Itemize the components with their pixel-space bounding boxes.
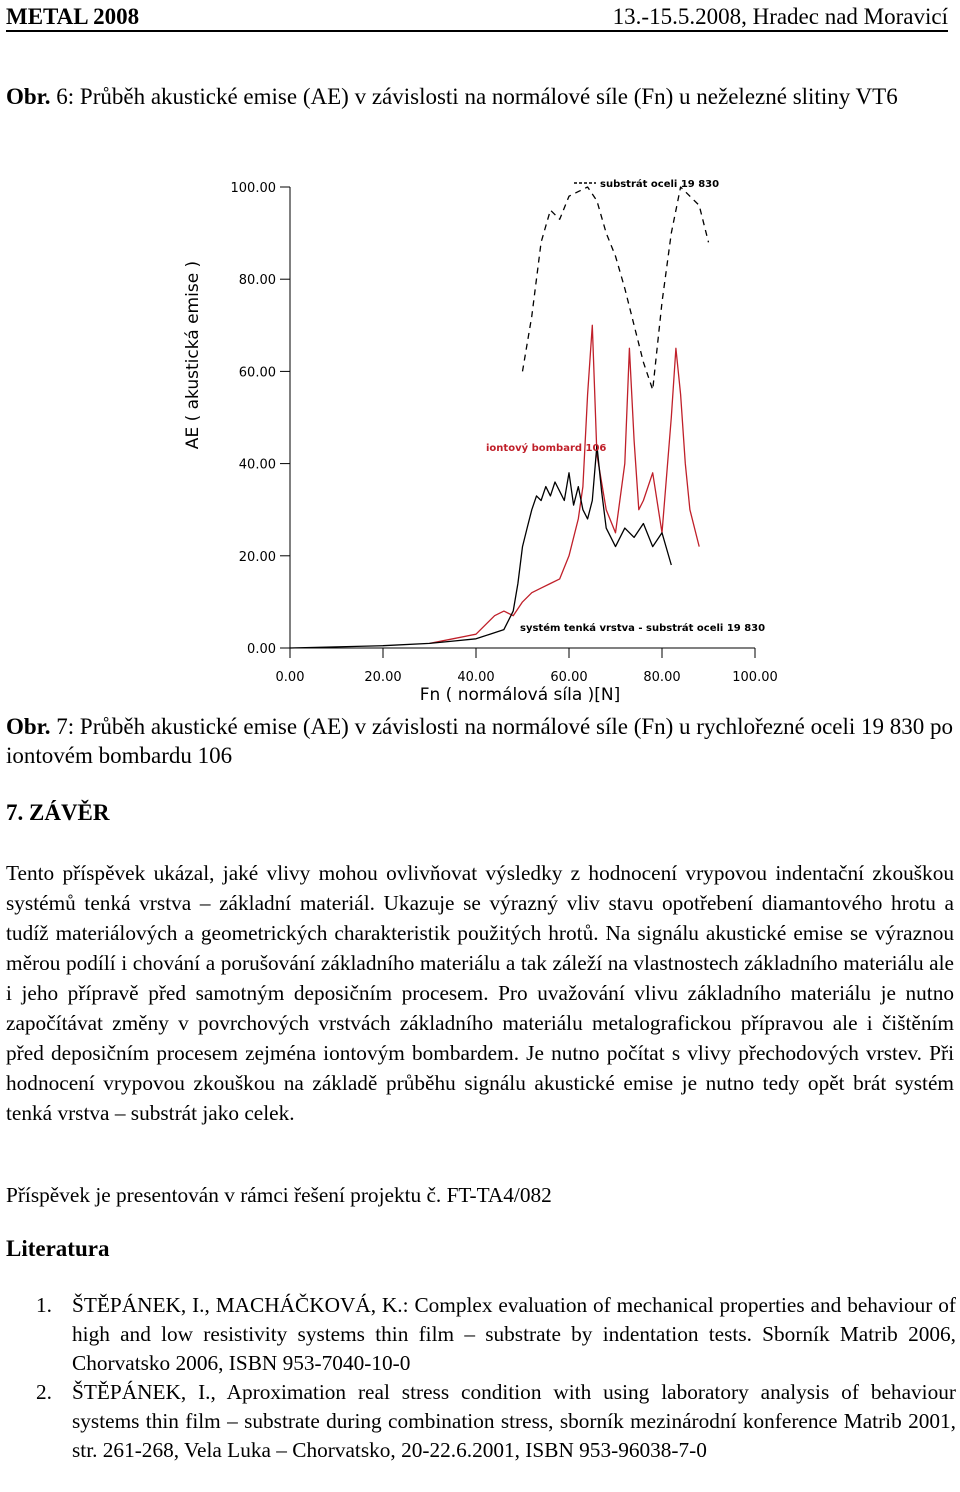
reference-text: ŠTĚPÁNEK, I., Aproximation real stress condition with using laboratory analysis of behaviour systems thin film – substrate during combination stress, sborník mezinárodní konference Matrib 2001, str. 261-268, Vela Luka – Chorvatsko, 20-22.6.2001, ISBN 953-96038-7-0 (72, 1380, 956, 1462)
y-axis-label: AE ( akustická emise ) (183, 260, 203, 450)
y-tick-label: 60.00 (238, 365, 276, 381)
y-tick-label: 0.00 (247, 642, 276, 657)
chart-axes (290, 187, 755, 648)
chart-ticks (231, 181, 778, 685)
x-tick-label: 60.00 (550, 670, 588, 685)
figure-6-caption (6, 82, 954, 111)
page-header (6, 0, 948, 32)
reference-list (6, 1291, 956, 1465)
conference-date-place: 13.-15.5.2008, Hradec nad Moravicí (612, 4, 948, 29)
series-line-2 (290, 445, 671, 648)
chart-series (290, 187, 709, 648)
acknowledgement-paragraph: Příspěvek je presentován v rámci řešení projektu č. FT-TA4/082 (6, 1183, 552, 1207)
legend-system: systém tenká vrstva - substrát oceli 19 830 (520, 623, 766, 634)
section-heading: 7. ZÁVĚR (6, 800, 110, 825)
series-line-1 (430, 325, 700, 643)
figure-caption-text: 7: Průběh akustické emise (AE) v závislosti na normálové síle (Fn) u rychlořezné oceli 19 830 po iontovém bombardu 106 (6, 714, 954, 768)
reference-item (6, 1378, 956, 1465)
figure-label: Obr. (6, 714, 51, 739)
conference-name: METAL 2008 (6, 4, 140, 29)
reference-number: 2. (36, 1380, 52, 1404)
x-tick-label: 100.00 (732, 670, 778, 685)
legend-substrat: substrát oceli 19 830 (600, 179, 720, 190)
literature-heading: Literatura (6, 1236, 110, 1261)
figure-label: Obr. (6, 84, 51, 109)
reference-text: ŠTĚPÁNEK, I., MACHÁČKOVÁ, K.: Complex evaluation of mechanical properties and behaviour of high and low resistivity systems thin film – substrate by indentation tests. Sborník Matrib 2006, Chorvatsko 2006, ISBN 953-7040-10-0 (72, 1293, 956, 1375)
series-line-0 (523, 187, 709, 390)
y-tick-label: 20.00 (238, 549, 276, 565)
y-tick-label: 40.00 (238, 457, 276, 473)
x-axis-label: Fn ( normálová síla )[N] (419, 685, 621, 705)
figure-7-caption (6, 712, 954, 770)
y-tick-label: 100.00 (230, 181, 276, 196)
x-tick-label: 80.00 (643, 670, 681, 685)
figure-caption-text: 6: Průběh akustické emise (AE) v závislosti na normálové síle (Fn) u neželezné slitiny VT6 (50, 84, 898, 109)
reference-item (6, 1291, 956, 1378)
reference-number: 1. (36, 1293, 52, 1317)
x-tick-label: 20.00 (364, 670, 402, 685)
x-tick-label: 40.00 (457, 670, 495, 685)
x-tick-label: 0.00 (275, 670, 305, 685)
y-tick-label: 80.00 (238, 273, 276, 289)
ae-chart (170, 170, 790, 710)
conclusion-paragraph: Tento příspěvek ukázal, jaké vlivy mohou ovlivňovat výsledky z hodnocení vrypovou indentační zkouškou systémů tenká vrstva – základní materiál. Ukazuje se výrazný vliv stavu opotřebení diamantového hrotu a tudíž materiálových a geometrických charakteristik použitých hrotů. Na signálu akustické emise se výraznou měrou podílí i chování a porušování základního materiálu a tak záleží na vlastnostech základního materiálu ale i jeho přípravě před samotným deposičním procesem. Pro uvažování vlivu základního materiálu je nutno započítávat změny v povrchových vrstvách základního materiálu metalografickou přípravou ale i čištěním před deposičním procesem zejména iontovým bombardem. Je nutno počítat s vlivy přechodových vrstev. Při hodnocení vrypovou zkouškou na základě průběhu signálu akustické emise je nutno tedy opět brát systém tenká vrstva – substrát jako celek. (6, 861, 954, 1125)
legend-bombard: iontový bombard 106 (486, 443, 607, 454)
